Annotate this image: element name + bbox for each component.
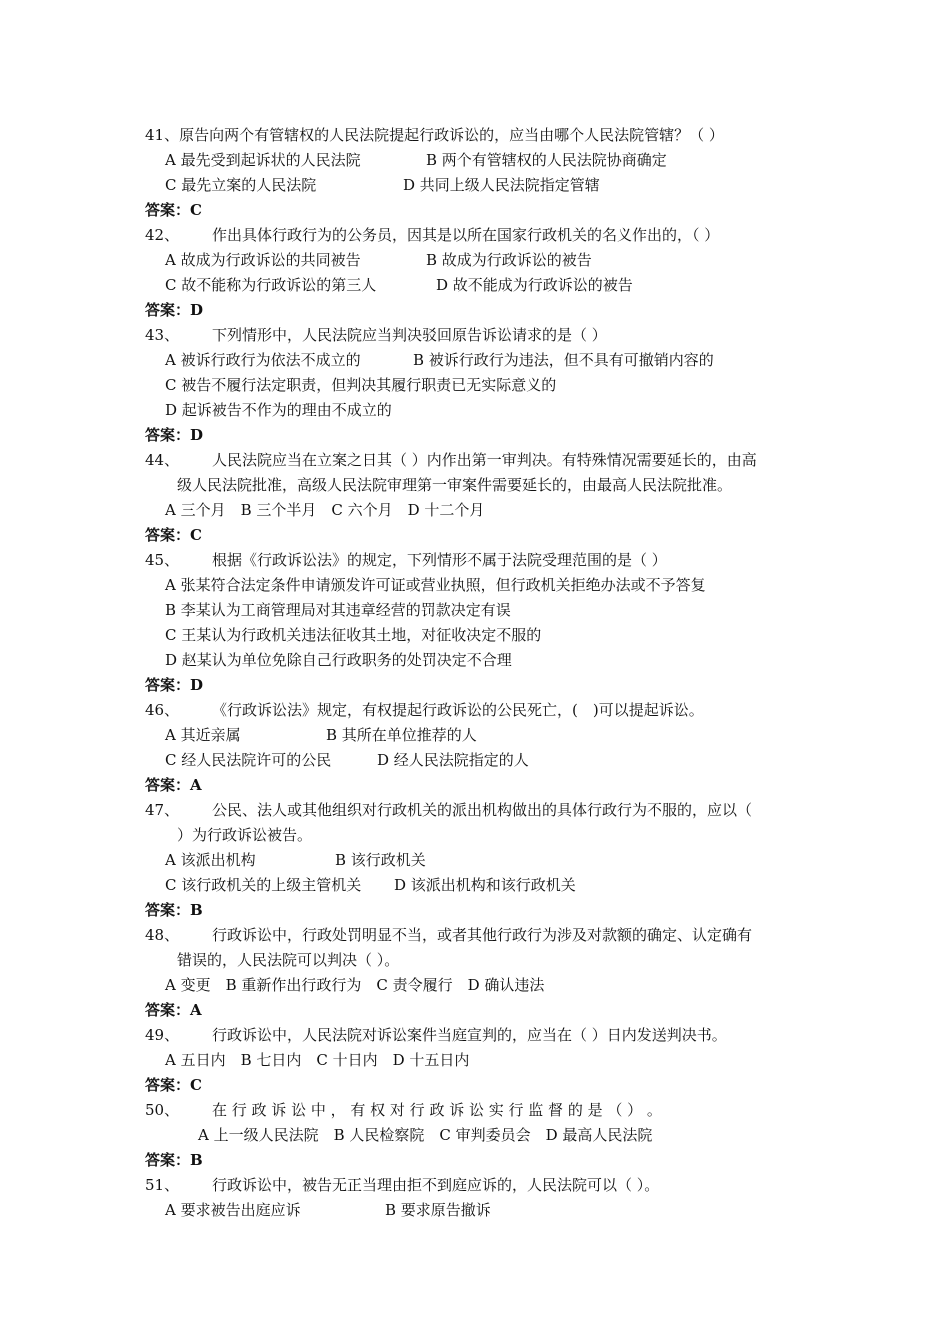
answer: 答案：C: [145, 201, 202, 219]
question-number: 44、: [145, 451, 180, 469]
question-stem: 行政诉讼中，行政处罚明显不当，或者其他行政行为涉及对款额的确定、认定确有: [212, 926, 753, 944]
option: A 其近亲属: [165, 726, 241, 744]
question-stem-continued: 级人民法院批准，高级人民法院审理第一审案件需要延长的，由最高人民法院批准。: [177, 476, 733, 494]
option: A 变更 B 重新作出行政行为 C 责令履行 D 确认违法: [165, 976, 545, 994]
question-number: 46、: [145, 701, 180, 719]
option: A 五日内 B 七日内 C 十日内 D 十五日内: [165, 1051, 470, 1069]
answer: 答案：C: [145, 1076, 202, 1094]
answer: 答案：A: [145, 776, 202, 794]
option: B 要求原告撤诉: [385, 1201, 491, 1219]
question-stem: 公民、法人或其他组织对行政机关的派出机构做出的具体行政行为不服的，应以（: [212, 801, 753, 819]
answer: 答案：D: [145, 301, 204, 319]
question-number: 45、: [145, 551, 180, 569]
option: A 故成为行政诉讼的共同被告: [165, 251, 361, 269]
option: A 最先受到起诉状的人民法院: [165, 151, 361, 169]
question-number: 49、: [145, 1026, 180, 1044]
option: B 被诉行政行为违法，但不具有可撤销内容的: [413, 351, 714, 369]
option: D 故不能成为行政诉讼的被告: [436, 276, 633, 294]
question-stem: 41、原告向两个有管辖权的人民法院提起行政诉讼的，应当由哪个人民法院管辖？（ ）: [145, 126, 724, 144]
question-stem: 《行政诉讼法》规定，有权提起行政诉讼的公民死亡，( )可以提起诉讼。: [212, 701, 704, 719]
question-number: 51、: [145, 1176, 180, 1194]
question-stem: 作出具体行政行为的公务员，因其是以所在国家行政机关的名义作出的，（ ）: [212, 226, 720, 244]
option: B 该行政机关: [335, 851, 426, 869]
option: C 被告不履行法定职责，但判决其履行职责已无实际意义的: [165, 376, 557, 394]
question-number: 42、: [145, 226, 180, 244]
answer: 答案：C: [145, 526, 202, 544]
question-stem: 行政诉讼中，人民法院对诉讼案件当庭宣判的，应当在（ ）日内发送判决书。: [212, 1026, 727, 1044]
question-stem: 根据《行政诉讼法》的规定，下列情形不属于法院受理范围的是（ ）: [212, 551, 667, 569]
option: B 故成为行政诉讼的被告: [426, 251, 592, 269]
question-stem-continued: 错误的，人民法院可以判决（ ）。: [177, 951, 400, 969]
question-number: 48、: [145, 926, 180, 944]
option: D 该派出机构和该行政机关: [394, 876, 576, 894]
option: B 两个有管辖权的人民法院协商确定: [426, 151, 667, 169]
question-number: 47、: [145, 801, 180, 819]
option: C 该行政机关的上级主管机关: [165, 876, 362, 894]
option: A 上一级人民法院 B 人民检察院 C 审判委员会 D 最高人民法院: [198, 1126, 653, 1144]
option: A 张某符合法定条件申请颁发许可证或营业执照，但行政机关拒绝办法或不予答复: [165, 576, 706, 594]
answer: 答案：D: [145, 426, 204, 444]
option: A 被诉行政行为依法不成立的: [165, 351, 361, 369]
option: D 经人民法院指定的人: [377, 751, 529, 769]
question-stem-continued: ）为行政诉讼被告。: [177, 826, 313, 844]
question-number: 43、: [145, 326, 180, 344]
answer: 答案：A: [145, 1001, 202, 1019]
option: C 经人民法院许可的公民: [165, 751, 332, 769]
option: D 共同上级人民法院指定管辖: [403, 176, 600, 194]
answer: 答案：B: [145, 901, 203, 919]
question-stem: 人民法院应当在立案之日其（ ）内作出第一审判决。有特殊情况需要延长的，由高: [212, 451, 757, 469]
option: A 三个月 B 三个半月 C 六个月 D 十二个月: [165, 501, 485, 519]
question-number: 50、: [145, 1101, 180, 1119]
question-stem: 在 行 政 诉 讼 中 ， 有 权 对 行 政 诉 讼 实 行 监 督 的 是 （ ） 。: [212, 1101, 662, 1119]
option: D 起诉被告不作为的理由不成立的: [165, 401, 392, 419]
option: B 其所在单位推荐的人: [326, 726, 477, 744]
option: B 李某认为工商管理局对其违章经营的罚款决定有误: [165, 601, 511, 619]
question-stem: 下列情形中，人民法院应当判决驳回原告诉讼请求的是（ ）: [212, 326, 607, 344]
option: C 王某认为行政机关违法征收其土地，对征收决定不服的: [165, 626, 542, 644]
option: A 要求被告出庭应诉: [165, 1201, 301, 1219]
answer: 答案：B: [145, 1151, 203, 1169]
option: A 该派出机构: [165, 851, 256, 869]
question-stem: 行政诉讼中，被告无正当理由拒不到庭应诉的，人民法院可以（ ）。: [212, 1176, 660, 1194]
answer: 答案：D: [145, 676, 204, 694]
option: C 最先立案的人民法院: [165, 176, 317, 194]
option: D 赵某认为单位免除自己行政职务的处罚决定不合理: [165, 651, 512, 669]
option: C 故不能称为行政诉讼的第三人: [165, 276, 377, 294]
